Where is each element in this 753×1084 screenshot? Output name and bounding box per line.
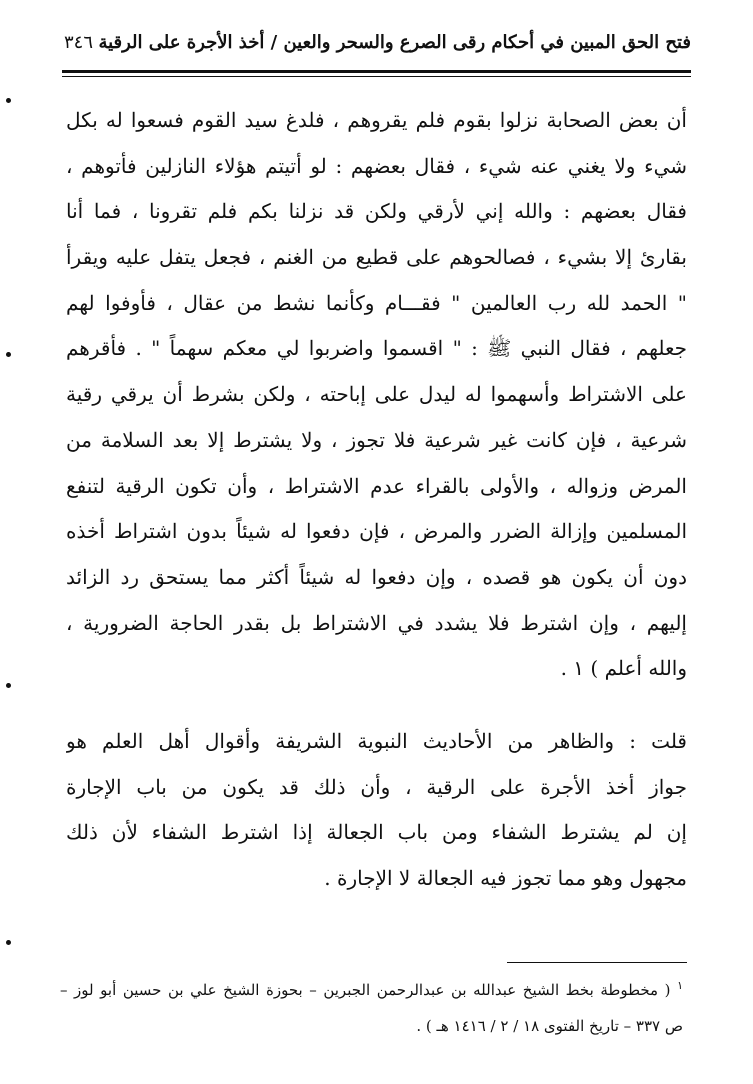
paragraph-fatwa [66, 98, 687, 692]
text-line: إليهم ، وإن اشترط فلا يشدد في الاشتراط بل بقدر الحاجة الضرورية ، [66, 610, 687, 635]
text-line: " الحمد لله رب العالمين " فقـــام وكأنما نشط من عقال ، فأوفوا لهم [66, 290, 687, 315]
margin-dot [6, 352, 11, 357]
margin-dot [6, 98, 11, 103]
text-line: جعلهم ، فقال النبي ﷺ : " اقسموا واضربوا لي معكم سهماً " . فأقرهم [66, 336, 687, 361]
text-line: أن بعض الصحابة نزلوا بقوم فلم يقروهم ، فلدغ سيد القوم فسعوا له بكل [66, 108, 687, 132]
page-number: ٣٤٦ [64, 32, 94, 53]
text-line: على الاشتراط وأسهموا له ليدل على إباحته ، ولكن بشرط أن يرقي رقية [66, 382, 687, 407]
text-line: شيء ولا يغني عنه شيء ، فقال بعضهم : لو أتيتم هؤلاء النازلين فأتوهم ، [66, 153, 687, 178]
footnote-marker: ١ [677, 979, 683, 992]
margin-dot [6, 940, 11, 945]
running-title: فتح الحق المبين في أحكام رقى الصرع والسحر والعين / أخذ الأجرة على الرقية [98, 32, 691, 53]
text-line: بقارئ إلا بشيء ، فصالحوهم على قطيع من الغنم ، فجعل يتفل عليه ويقرأ [66, 245, 687, 270]
text-line: والله أعلم ) ١ . [560, 656, 687, 681]
text-line: إن لم يشترط الشفاء ومن باب الجعالة إذا اشترط الشفاء لأن ذلك [66, 820, 687, 845]
text-line: شرعية ، فإن كانت غير شرعية فلا تجوز ، ولا يشترط إلا بعد السلامة من [66, 427, 687, 452]
header-rule-thin [62, 76, 691, 77]
footnote-line: ص ٣٣٧ – تاريخ الفتوى ١٨ / ٢ / ١٤١٦ هـ ) . [416, 1017, 683, 1035]
text-line: دون أن يكون هو قصده ، وإن دفعوا له شيئاً أكثر مما يستحق رد الزائد [66, 564, 687, 589]
text-line: جواز أخذ الأجرة على الرقية ، وأن ذلك قد يكون من باب الإجارة [66, 774, 687, 799]
text-line: مجهول وهو مما تجوز فيه الجعالة لا الإجارة . [324, 866, 687, 891]
text-line: فقال بعضهم : والله إني لأرقي ولكن قد نزلنا بكم فلم تقرونا ، فما أنا [66, 199, 687, 224]
page-header [62, 20, 691, 70]
paragraph-conclusion [66, 719, 687, 902]
text-line: قلت : والظاهر من الأحاديث النبوية الشريفة وأقوال أهل العلم هو [66, 729, 687, 753]
text-line: المرض وزواله ، والأولى بالقراء عدم الاشتراط ، وأن تكون الرقية لتنفع [66, 473, 687, 498]
footnotes [60, 972, 683, 1044]
footnote-separator [507, 962, 687, 963]
header-rule [62, 70, 691, 73]
footnote-text: ( مخطوطة بخط الشيخ عبدالله بن عبدالرحمن الجبرين – بحوزة الشيخ علي بن حسين أبو لوز – [60, 981, 671, 999]
margin-dot [6, 683, 11, 688]
text-line: المسلمين وإزالة الضرر والمرض ، فإن دفعوا له شيئاً بدون اشتراط أخذه [66, 519, 687, 544]
footnote-line [60, 972, 683, 1008]
